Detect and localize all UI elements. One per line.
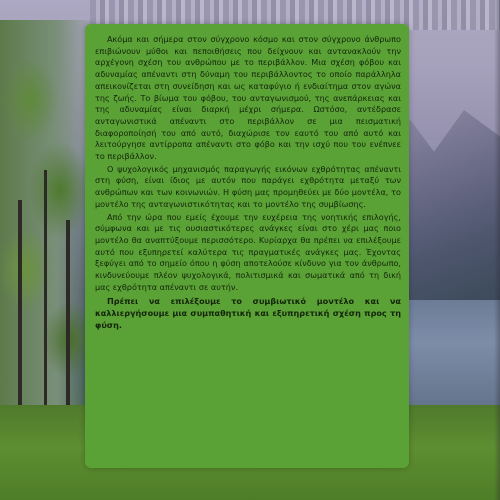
text-panel: [85, 24, 409, 468]
panel-conclusion: Πρέπει να επιλέξουμε το συμβιωτικό μοντέλο και να καλλιεργήσουμε μια συμπαθητική και εξυπηρετική σχέση προς τη φύση.: [95, 296, 401, 330]
panel-paragraph-2: Ο ψυχολογικός μηχανισμός παραγωγής εικόνων εχθρότητας απέναντι στη φύση, είναι ίδιος με αυτόν που παράγει εχθρότητα μεταξύ των ανθρώπων και των κοινωνιών. Η φύση μας προμηθεύει με δύο μοντέλα, το μοντέλο της ανταγωνιστικότητας και το μοντέλο της συμβίωσης.: [95, 163, 401, 209]
frame-edge: [494, 0, 500, 500]
tree-trunk: [66, 220, 70, 420]
panel-paragraph-3: Από την ώρα που εμείς έχουμε την ευχέρεια της νοητικής επιλογής, σύμφωνα και με τις ουσιαστικότερες ανάγκες είναι στο χέρι μας ποιο μοντέλο θα αναπτύξουμε περισσότερο. Κυρίαρχα θα πρέπει να επιλέξουμε αυτό που εξυπηρετεί καλύτερα τις πραγματικές ανάγκες μας. Έχοντας ξεφύγει από το σημείο όπου η φύση αποτελούσε κίνδυνο για τον άνθρωπο, κινδυνεύουμε πλέον ψυχολογικά, πολιτισμικά και σωματικά από τη δική μας εχθρότητα απέναντι σε αυτήν.: [95, 211, 401, 292]
tree-trunk: [18, 200, 22, 415]
tree-trunk: [44, 170, 47, 410]
panel-paragraph-1: Ακόμα και σήμερα στον σύγχρονο κόσμο και στον σύγχρονο άνθρωπο επιβιώνουν μύθοι και πεποιθήσεις που δείχνουν και αντανακλούν την αρχέγονη σχέση του ανθρώπου με το περιβάλλον. Μια σχέση φόβου και αδυναμίας απέναντι στη δύναμη του περιβάλλοντος το οποίο παράλληλα απεικονίζεται στη συνείδηση και ως καταφύγιο ή ενδιαίτημα στον αγώνα της ζωής. Το βίωμα του φόβου, του ανταγωνισμού, της ανεπάρκειας και της αδυναμίας είναι διαρκή μέχρι σήμερα. Ωστόσο, αντέδρασε ανταγωνιστικά απέναντι στο περιβάλλον σε μια πεισματική διαφοροποίησή του από αυτό, διαχώρισε τον εαυτό του από αυτό και λειτούργησε αντίρροπα απέναντι στο φόβο και την ισχύ που του ενέπνεε το περιβάλλον.: [95, 34, 401, 162]
trees: [0, 20, 95, 440]
